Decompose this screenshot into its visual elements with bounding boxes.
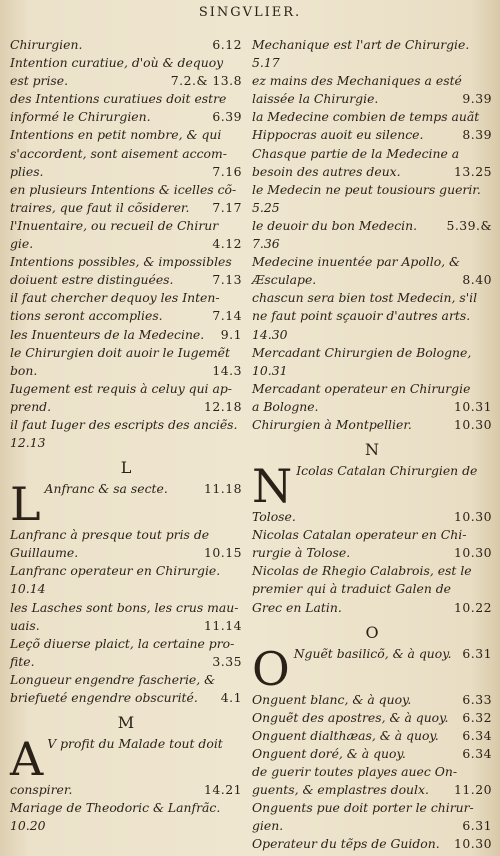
page-reference: 10.30 [454,836,492,852]
section-letter: N [365,440,379,460]
entry-text: laissée la Chirurgie. [252,91,379,107]
index-entry [252,526,492,544]
index-entry [252,163,492,181]
page-reference: 10.15 [204,545,242,561]
index-entry [252,544,492,562]
page-reference: 14.3 [212,362,242,378]
index-entry [10,416,242,434]
index-entry [10,732,242,787]
page-reference: 10.22 [454,599,492,615]
index-entry [252,362,492,380]
entry-text: les Lasches sont bons, les crus mau- [10,599,239,615]
entry-text: Chirurgien à Montpellier. [252,416,412,432]
index-entry [10,344,242,362]
index-entry [252,416,492,434]
entry-text: il faut chercher dequoy les Inten- [10,290,220,306]
entry-text: Onguẽt des apostres, & à quoy. [252,709,449,725]
entry-text: les Inuenteurs de la Medecine. [10,326,205,342]
entry-text: Onguent doré, & à quoy. [252,745,406,761]
entry-text: rurgie à Tolose. [252,545,351,561]
page-reference: 11.14 [204,617,242,633]
entry-text: informé le Chirurgien. [10,109,151,125]
entry-text: guents, & emplastres doulx. [252,782,429,798]
page-reference: 11.20 [454,782,492,798]
entry-text: chascun sera bien tost Medecin, s'il [252,290,478,306]
entry-text: traires, que faut il cõsiderer. [10,199,190,215]
page-reference: 10.31 [454,398,492,414]
entry-text: tions seront accomplies. [10,308,163,324]
entry-text: 10.20 [10,818,46,834]
index-entry [252,54,492,72]
index-entry [252,36,492,54]
running-head [0,5,500,20]
index-entry [10,217,242,235]
entry-text: Lanfranc à presque tout pris de [10,527,210,543]
page-reference: 6.39 [212,109,242,125]
entry-text: gien. [252,818,284,834]
entry-text: plies. [10,163,44,179]
entry-text: Chirurgien. [10,37,83,52]
index-entry [10,671,242,689]
entry-text: l'Inuentaire, ou recueil de Chirur [10,217,219,233]
index-entry [252,459,492,514]
page-reference: 8.39 [462,127,492,143]
index-entry [10,544,242,562]
entry-text: 5.25 [252,199,280,215]
page-reference: 7.17 [212,199,242,215]
entry-text: Tolose. [252,509,296,525]
page-reference: 5.39.& [446,217,492,233]
index-entry [252,271,492,289]
page-reference: 10.30 [454,545,492,561]
index-entry [10,108,242,126]
index-entry [10,580,242,598]
entry-text: Icolas Catalan Chirurgien de [296,463,478,479]
entry-text: Mercadant operateur en Chirurgie [252,380,471,396]
entry-text: bon. [10,362,38,378]
entry-text: Leçõ diuerse plaict, la certaine pro- [10,635,235,651]
index-entry [10,799,242,817]
page-reference: 6.31 [462,818,492,834]
running-head-title: SINGVLIER. [198,5,302,20]
index-entry [252,799,492,817]
index-entry [252,145,492,163]
index-entry [10,253,242,271]
index-entry [252,580,492,598]
page-reference: 13.25 [454,163,492,179]
entry-text: gie. [10,236,34,252]
entry-text: 5.17 [252,55,280,71]
index-entry [252,72,492,90]
index-entry [10,434,242,452]
entry-text: Nguẽt basilicõ, & à quoy. [293,645,452,661]
index-entry [10,54,242,72]
entry-text: Lanfranc operateur en Chirurgie. [10,563,221,579]
index-entry [10,781,242,799]
index-entry [252,763,492,781]
drop-cap: A [10,732,44,787]
section-letter: L [120,458,132,478]
page-reference: 6.32 [462,709,492,725]
page-reference: 10.30 [454,416,492,432]
entry-text: 12.13 [10,435,46,451]
entry-text: de guerir toutes playes auec On- [252,764,458,779]
entry-text: Mechanique est l'art de Chirurgie. [252,37,470,52]
entry-text: 7.36 [252,236,280,252]
index-entry [252,126,492,144]
index-entry [10,181,242,199]
page-reference: 12.18 [204,398,242,414]
entry-text: Grec en Latin. [252,599,342,615]
entry-text: Nicolas de Rhegio Calabrois, est le [252,563,472,579]
index-entry [252,181,492,199]
page-reference: 11.18 [204,481,242,497]
page-reference: 7.13 [212,272,242,288]
index-entry [10,90,242,108]
index-entry [252,727,492,745]
index-entry [252,307,492,325]
entry-text: le deuoir du bon Medecin. [252,217,418,233]
left-column [10,36,242,835]
entry-text: Æsculape. [252,272,317,288]
index-entry [10,599,242,617]
entry-text: briefueté engendre obscurité. [10,690,198,705]
index-entry [252,709,492,727]
entry-text: Onguent blanc, & à quoy. [252,691,412,707]
entry-text: besoin des autres deux. [252,163,401,179]
right-column [252,36,492,853]
index-entry [10,289,242,307]
index-entry [10,163,242,181]
entry-text: il faut Iuger des escripts des anciẽs. [10,416,238,432]
entry-text: a Bologne. [252,398,319,414]
page-reference: 6.31 [462,645,492,661]
entry-text: la Medecine combien de temps auãt [252,109,480,125]
entry-text: 14.30 [252,326,288,342]
entry-text: le Medecin ne peut tousiours guerir. [252,181,481,197]
entry-text: Chasque partie de la Medecine a [252,145,460,161]
index-entry [252,235,492,253]
page-reference: 4.12 [212,236,242,252]
index-entry [10,380,242,398]
entry-text: Mercadant Chirurgien de Bologne, [252,344,472,360]
index-entry [252,835,492,853]
entry-text: Hippocras auoit eu silence. [252,127,424,143]
index-entry [10,326,242,344]
entry-text: Guillaume. [10,545,79,561]
entry-text: Longueur engendre fascherie, & [10,671,216,687]
entry-text: uais. [10,617,40,633]
index-entry [252,562,492,580]
section-letter: O [365,622,379,642]
index-entry [10,689,242,707]
page-reference: 3.35 [212,653,242,669]
entry-text: est prise. [10,73,69,89]
index-entry [10,526,242,544]
page-reference: 9.1 [220,326,242,342]
index-entry [252,691,492,709]
index-entry [10,817,242,835]
entry-text: Anfranc & sa secte. [44,481,168,497]
entry-text: 10.31 [252,362,288,378]
index-entry [252,344,492,362]
drop-cap: L [10,477,41,532]
index-entry [10,617,242,635]
page-reference: 6.33 [462,691,492,707]
entry-text: ez mains des Mechaniques a esté [252,73,462,89]
entry-text: conspirer. [10,782,73,798]
index-entry [10,653,242,671]
index-entry [10,477,242,532]
index-entry [10,271,242,289]
entry-text: en plusieurs Intentions & icelles cõ- [10,181,237,197]
entry-text: Intentions en petit nombre, & qui [10,127,222,143]
entry-text: V profit du Malade tout doit [47,736,223,752]
entry-text: des Intentions curatiues doit estre [10,91,227,107]
entry-text: fite. [10,653,35,669]
entry-text: premier qui à traduict Galen de [252,581,452,597]
entry-text: Operateur du tẽps de Guidon. [252,836,440,852]
index-entry [10,126,242,144]
page-reference: 7.14 [212,308,242,324]
entry-text: Intention curatiue, d'où & dequoy [10,55,224,71]
drop-cap: O [252,641,290,696]
page-reference: 9.39 [462,91,492,107]
index-entry [252,289,492,307]
page-reference: 14.21 [204,782,242,798]
entry-text: Medecine inuentée par Apollo, & [252,254,461,270]
index-entry [252,380,492,398]
entry-text: Iugement est requis à celuy qui ap- [10,380,232,396]
entry-text: doiuent estre distinguées. [10,272,174,288]
page-reference: 8.40 [462,272,492,288]
index-entry [252,253,492,271]
index-entry [252,745,492,763]
section-letter: M [117,713,135,733]
entry-text: Intentions possibles, & impossibles [10,254,232,270]
entry-text: s'accordent, sont aisement accom- [10,145,227,161]
index-entry [10,562,242,580]
page-reference: 6.12 [212,37,242,52]
index-entry [10,145,242,163]
index-entry [10,72,242,90]
entry-text: le Chirurgien doit auoir le Iugemẽt [10,344,230,360]
index-entry [10,235,242,253]
index-entry [252,199,492,217]
entry-text: Onguents pue doit porter le chirur- [252,800,474,816]
index-entry [252,508,492,526]
index-entry [10,199,242,217]
index-entry [252,90,492,108]
page-reference: 4.1 [220,690,242,705]
page-reference: 7.16 [212,163,242,179]
index-entry [10,398,242,416]
entry-text: 10.14 [10,581,46,597]
index-entry [252,398,492,416]
index-entry [252,599,492,617]
index-entry [252,326,492,344]
index-entry [10,635,242,653]
page-reference: 6.34 [462,745,492,761]
page-reference: 6.34 [462,727,492,743]
index-entry [252,781,492,799]
index-entry [10,362,242,380]
entry-text: Nicolas Catalan operateur en Chi- [252,527,467,543]
index-entry [252,217,492,235]
entry-text: Mariage de Theodoric & Lanfrãc. [10,800,221,816]
page-reference: 7.2.& 13.8 [170,73,242,89]
index-entry [10,307,242,325]
index-entry [252,108,492,126]
index-entry [252,817,492,835]
entry-text: ne faut point sçauoir d'autres arts. [252,308,471,324]
index-entry [252,641,492,696]
page-reference: 10.30 [454,509,492,525]
index-entry [10,36,242,54]
entry-text: prend. [10,398,52,414]
drop-cap: N [252,459,293,514]
entry-text: Onguent dialthæas, & à quoy. [252,727,439,743]
